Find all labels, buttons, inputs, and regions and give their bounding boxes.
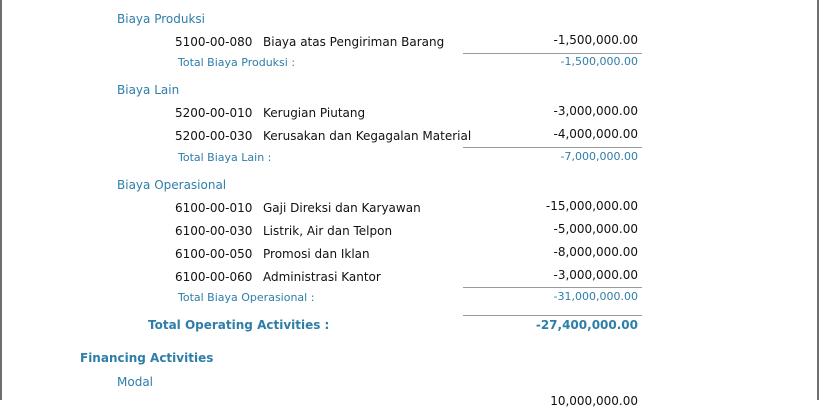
- account-code: 6100-00-060: [175, 270, 253, 284]
- account-amount: -1,500,000.00: [553, 33, 638, 47]
- account-name: Administrasi Kantor: [263, 270, 381, 284]
- account-code: 5200-00-030: [175, 129, 253, 143]
- section-title-biaya-lain: Biaya Lain: [117, 83, 180, 97]
- account-name: Gaji Direksi dan Karyawan: [263, 201, 421, 215]
- account-amount: -15,000,000.00: [545, 199, 638, 213]
- account-name: Listrik, Air dan Telpon: [263, 224, 393, 238]
- account-amount: -8,000,000.00: [553, 245, 638, 259]
- total-amount-biaya-lain: -7,000,000.00: [560, 150, 638, 163]
- operating-total-rule: [463, 315, 642, 316]
- section-title-biaya-produksi: Biaya Produksi: [117, 12, 205, 26]
- account-amount: -3,000,000.00: [553, 104, 638, 118]
- account-code: 6100-00-050: [175, 247, 253, 261]
- operating-total-amount: -27,400,000.00: [535, 318, 638, 332]
- total-rule: [463, 147, 642, 148]
- total-amount-biaya-operasional: -31,000,000.00: [553, 290, 638, 303]
- account-code: 5200-00-010: [175, 106, 253, 120]
- total-amount-biaya-produksi: -1,500,000.00: [560, 55, 638, 68]
- total-label-biaya-operasional: Total Biaya Operasional :: [178, 291, 315, 304]
- section-title-biaya-operasional: Biaya Operasional: [117, 178, 227, 192]
- account-amount: -5,000,000.00: [553, 222, 638, 236]
- account-code: 6100-00-030: [175, 224, 253, 238]
- account-amount: -4,000,000.00: [553, 127, 638, 141]
- account-name: Kerusakan dan Kegagalan Material: [263, 129, 472, 143]
- account-name: Kerugian Piutang: [263, 106, 366, 120]
- total-rule: [463, 53, 642, 54]
- account-name: Biaya atas Pengiriman Barang: [263, 35, 445, 49]
- account-code: 5100-00-080: [175, 35, 253, 49]
- account-amount: -3,000,000.00: [553, 268, 638, 282]
- section-title-modal: Modal: [117, 375, 153, 389]
- account-name: Promosi dan Iklan: [263, 247, 370, 261]
- account-code: 6100-00-010: [175, 201, 253, 215]
- operating-total-label: Total Operating Activities :: [148, 318, 330, 332]
- financing-activities-title: Financing Activities: [80, 351, 214, 365]
- total-label-biaya-lain: Total Biaya Lain :: [178, 151, 272, 164]
- total-rule: [463, 287, 642, 288]
- total-label-biaya-produksi: Total Biaya Produksi :: [178, 56, 296, 69]
- account-amount: 10,000,000.00: [550, 394, 638, 408]
